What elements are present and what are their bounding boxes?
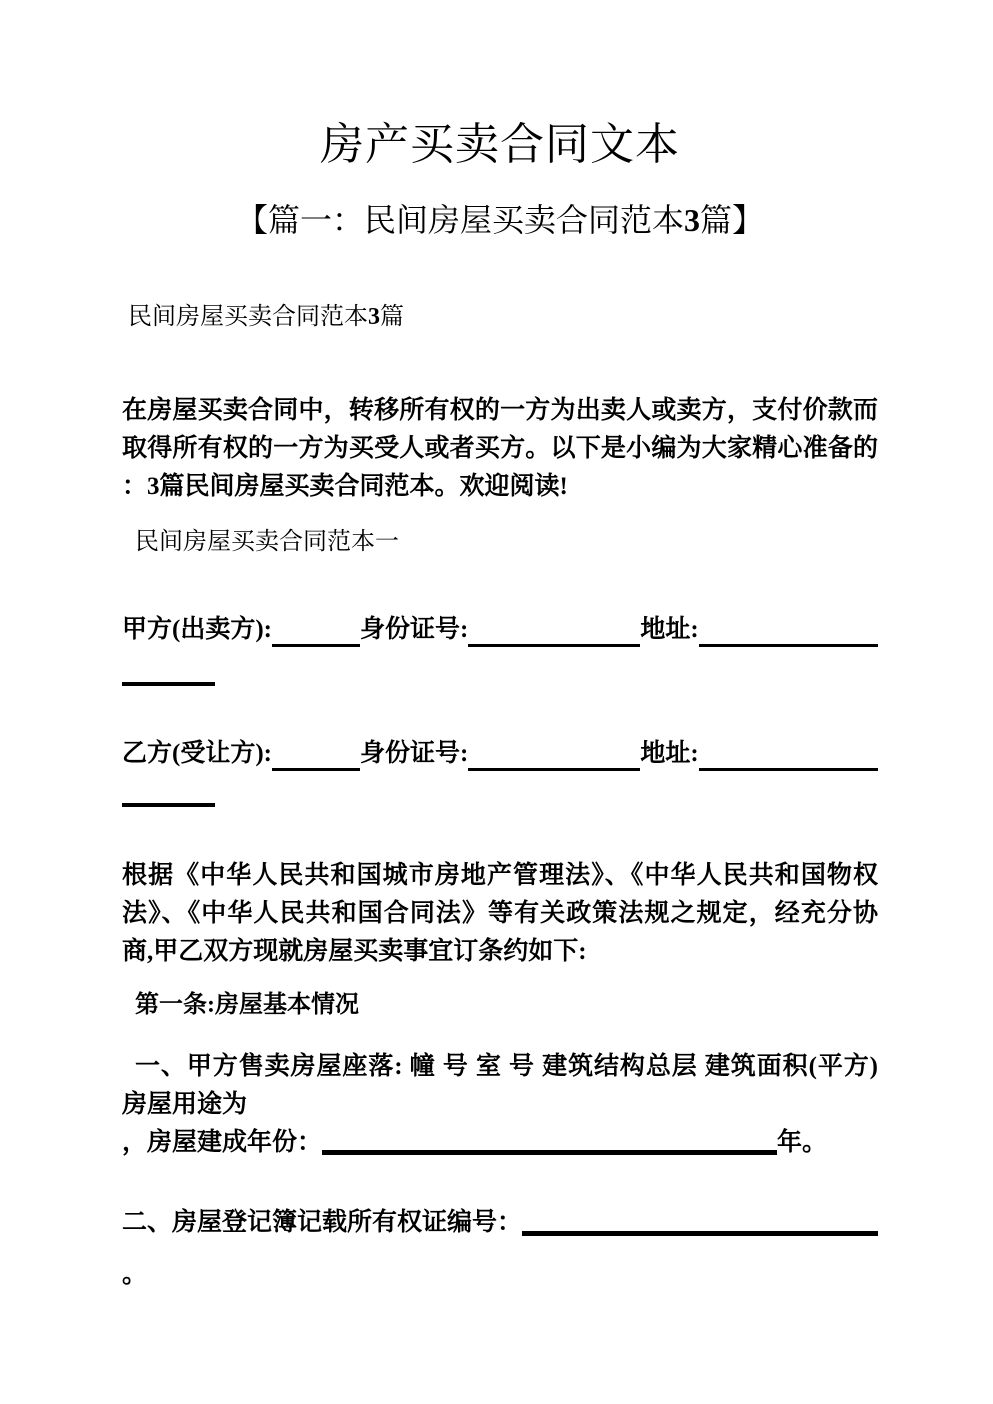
intro-line-3 xyxy=(122,468,878,506)
document-content xyxy=(122,0,878,1292)
party-b-name-blank xyxy=(272,768,360,771)
party-b-continuation-blank xyxy=(122,803,215,807)
legal-basis-line-1: 根据《中华人民共和国城市房地产管理法》、《中华人民共和国物权 xyxy=(122,862,878,889)
clause-one-line-1: 一、甲方售卖房屋座落: 幢 号 室 号 建筑结构总层 建筑面积(平方) xyxy=(135,1053,878,1080)
samples-heading-prefix: 民间房屋买卖合同范本 xyxy=(128,304,368,330)
legal-basis-line-2: 法》、《中华人民共和国合同法》等有关政策法规之规定，经充分协 xyxy=(122,900,878,927)
year-label-prefix: ，房屋建成年份： xyxy=(122,1129,323,1156)
party-a-name-blank xyxy=(272,644,360,647)
legal-basis-line-3: 商,甲乙双方现就房屋买卖事宜订条约如下: xyxy=(122,938,587,965)
party-b-id-label: 身份证号: xyxy=(359,740,469,767)
intro-line-2: 取得所有权的一方为买受人或者买方。以下是小编为大家精心准备的 xyxy=(122,435,878,462)
article-one-heading: 第一条:房屋基本情况 xyxy=(135,992,359,1018)
subtitle-prefix: 【篇一：民间房屋买卖合同范本 xyxy=(235,202,684,238)
trailing-period: 。 xyxy=(122,1261,148,1288)
intro-line-3-count: 3 xyxy=(147,473,160,500)
party-b-row xyxy=(122,735,878,773)
party-a-address-blank xyxy=(699,644,878,647)
clause-two-label: 二、房屋登记簿记载所有权证编号： xyxy=(122,1209,523,1236)
party-a-label: 甲方(出卖方): xyxy=(122,616,272,643)
legal-basis-paragraph xyxy=(122,857,878,971)
party-b-label: 乙方(受让方): xyxy=(122,740,272,767)
party-a-continuation-blank xyxy=(122,682,215,686)
year-blank xyxy=(322,1150,777,1155)
party-a-address-label: 地址: xyxy=(640,616,699,643)
samples-heading-suffix: 篇 xyxy=(380,304,404,330)
samples-heading-count: 3 xyxy=(368,304,380,330)
samples-heading xyxy=(122,300,878,334)
intro-paragraph xyxy=(122,392,878,506)
intro-line-3-prefix: ： xyxy=(122,473,148,500)
sample-one-heading: 民间房屋买卖合同范本一 xyxy=(135,529,399,555)
party-b-id-blank xyxy=(468,768,640,771)
intro-line-3-suffix: 篇民间房屋买卖合同范本。欢迎阅读! xyxy=(159,473,568,500)
subtitle-count: 3 xyxy=(684,202,700,238)
party-a-id-blank xyxy=(468,644,640,647)
ownership-cert-blank xyxy=(522,1231,878,1236)
subtitle-suffix: 篇】 xyxy=(700,202,765,238)
party-a-row xyxy=(122,611,878,649)
clause-one-line-2: 房屋用途为 xyxy=(122,1091,248,1118)
party-b-address-blank xyxy=(699,768,878,771)
intro-line-1: 在房屋买卖合同中，转移所有权的一方为出卖人或卖方，支付价款而 xyxy=(122,397,878,424)
clause-one-line-3 xyxy=(122,1124,878,1162)
clause-two-row xyxy=(122,1203,878,1243)
year-label-suffix: 年。 xyxy=(777,1129,828,1156)
document-title: 房产买卖合同文本 xyxy=(320,120,680,169)
party-b-address-label: 地址: xyxy=(640,740,699,767)
clause-one xyxy=(122,1048,878,1162)
document-subtitle xyxy=(122,199,878,241)
party-a-id-label: 身份证号: xyxy=(359,616,469,643)
